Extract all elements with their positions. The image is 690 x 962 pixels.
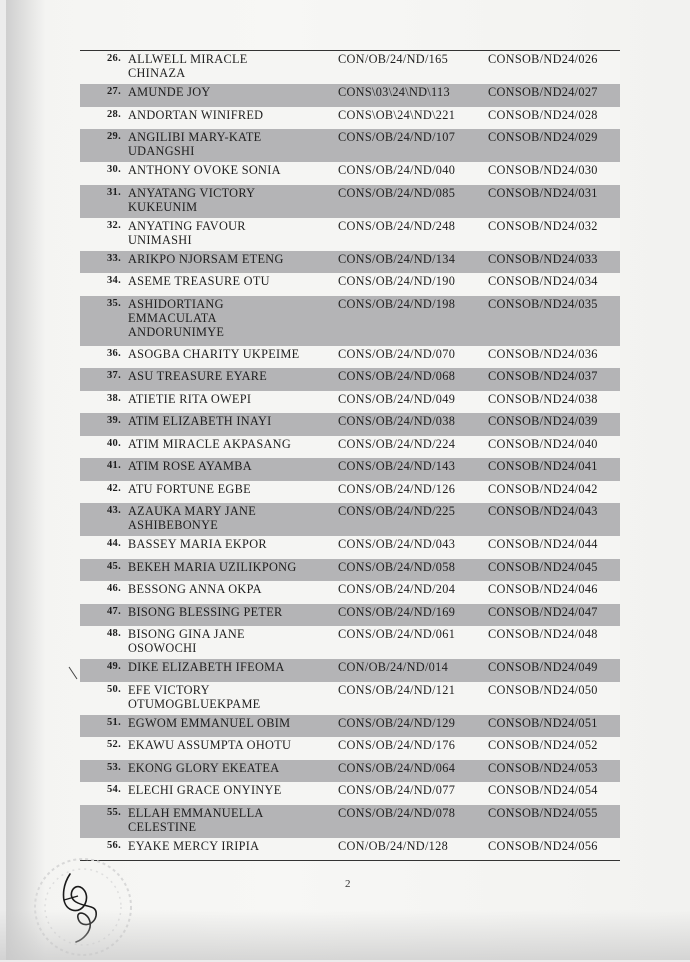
row-number: 27. [106,86,121,97]
student-name [128,805,338,834]
registration-number: CONSOB/ND24/051 [488,715,598,730]
matric-number: CONS/OB/24/ND/107 [338,130,456,144]
student-name [128,436,338,451]
row-number: 45. [106,560,121,572]
table-row [80,581,620,604]
student-name-line: ATIM MIRACLE AKPASANG [128,436,291,451]
student-name-line: AZAUKA MARY JANE [128,504,257,518]
registration-number: CONSOB/ND24/031 [488,185,598,200]
matric-number: CONS/OB/24/ND/126 [338,481,456,496]
student-name [128,458,338,473]
table-row [80,626,620,659]
matric-number: CONS/OB/24/ND/143 [338,459,456,473]
student-name [128,481,338,496]
registration-number: CONSOB/ND24/044 [488,537,598,551]
student-name [128,682,338,711]
student-name [128,715,338,730]
student-name [128,503,338,532]
registration-number: CONSOB/ND24/034 [488,274,598,288]
student-list-table [80,50,620,861]
table-row [80,218,620,251]
student-name-line: ANYATING FAVOUR [128,218,246,233]
row-number: 42. [106,482,121,494]
student-name-line: EGWOM EMMANUEL OBIM [128,715,291,730]
registration-number: CONSOB/ND24/050 [488,682,598,697]
matric-number: CONS/OB/24/ND/070 [338,346,456,361]
student-name [128,51,338,80]
student-name-line: EMMACULATA [128,310,217,325]
row-number: 30. [106,164,121,175]
table-row [80,559,620,582]
student-name-line: BISONG GINA JANE [128,627,245,641]
row-number: 46. [106,583,121,594]
student-name-line: UNIMASHI [128,232,192,247]
student-name-line: ATU FORTUNE EGBE [128,481,251,496]
row-number: 35. [106,297,121,309]
row-number: 40. [106,437,121,449]
row-number: 48. [106,628,121,639]
registration-number: CONSOB/ND24/026 [488,52,598,66]
student-name-line: BESSONG ANNA OKPA [128,582,262,596]
row-number: 55. [106,806,121,818]
registration-number: CONSOB/ND24/055 [488,805,598,820]
student-name [128,536,338,551]
row-number: 39. [106,415,121,426]
registration-number: CONSOB/ND24/041 [488,459,598,473]
student-name [128,782,338,797]
row-number: 32. [106,219,121,231]
matric-number: CONS/OB/24/ND/040 [338,163,456,177]
student-name-line: OSOWOCHI [128,641,197,655]
student-name [128,273,338,288]
matric-number: CONS/OB/24/ND/224 [338,436,456,451]
matric-number: CON/OB/24/ND/014 [338,660,449,674]
matric-number: CONS/OB/24/ND/248 [338,218,456,233]
student-name [128,659,338,674]
registration-number: CONSOB/ND24/033 [488,251,598,266]
student-name-line: EYAKE MERCY IRIPIA [128,838,260,853]
matric-number: CON/OB/24/ND/128 [338,838,449,853]
row-number: 29. [106,131,121,142]
student-name-line: BASSEY MARIA EKPOR [128,537,267,551]
student-name-line: ASHIDORTIANG [128,296,224,311]
student-name [128,626,338,655]
registration-number: CONSOB/ND24/037 [488,369,598,383]
signature-icon [52,866,112,946]
student-name-line: ATIETIE RITA OWEPI [128,391,252,406]
pen-mark-icon [68,666,78,680]
registration-number: CONSOB/ND24/035 [488,296,598,311]
matric-number: CONS/OB/24/ND/078 [338,805,456,820]
matric-number: CONS/OB/24/ND/038 [338,414,456,428]
row-number: 47. [106,605,121,617]
student-name-line: ASEME TREASURE OTU [128,274,270,288]
row-number: 53. [106,761,121,773]
page-number: 2 [345,878,351,890]
matric-number: CONS/OB/24/ND/121 [338,682,456,697]
table-row [80,503,620,536]
student-name-line: BEKEH MARIA UZILIKPONG [128,559,297,574]
registration-number: CONSOB/ND24/027 [488,85,598,99]
registration-number: CONSOB/ND24/056 [488,838,598,853]
registration-number: CONSOB/ND24/029 [488,130,598,144]
row-number: 31. [106,186,121,198]
student-name-line: ATIM ELIZABETH INAYI [128,414,272,428]
student-name [128,346,338,361]
student-name [128,604,338,619]
student-name-line: ATIM ROSE AYAMBA [128,459,252,473]
student-name [128,760,338,775]
table-row [80,659,620,682]
student-name-line: ANTHONY OVOKE SONIA [128,163,281,177]
student-name-line: EKONG GLORY EKEATEA [128,760,280,775]
student-name [128,129,338,158]
student-name-line: EKAWU ASSUMPTA OHOTU [128,738,292,752]
document-page [6,0,690,960]
registration-number: CONSOB/ND24/038 [488,391,598,406]
student-name [128,737,338,752]
matric-number: CONS/OB/24/ND/068 [338,369,456,383]
table-row [80,129,620,162]
row-number: 51. [106,716,121,728]
row-number: 49. [106,661,121,672]
matric-number: CONS/OB/24/ND/190 [338,274,456,288]
row-number: 37. [106,370,121,381]
row-number: 34. [106,275,121,286]
table-row [80,737,620,760]
matric-number: CONS/OB/24/ND/058 [338,559,456,574]
student-name-line: OTUMOGBLUEKPAME [128,696,261,711]
table-row [80,185,620,218]
row-number: 38. [106,392,121,404]
student-name-line: CELESTINE [128,819,197,834]
student-name [128,107,338,122]
table-row [80,838,620,861]
student-name-line: ELECHI GRACE ONYINYE [128,783,282,797]
matric-number: CONS/OB/24/ND/043 [338,537,456,551]
matric-number: CONS/OB/24/ND/198 [338,296,456,311]
registration-number: CONSOB/ND24/028 [488,107,598,122]
student-name-line: ASHIBEBONYE [128,518,219,532]
registration-number: CONSOB/ND24/047 [488,604,598,619]
registration-number: CONSOB/ND24/045 [488,559,598,574]
registration-number: CONSOB/ND24/046 [488,582,598,596]
row-number: 41. [106,460,121,471]
student-name-line: UDANGSHI [128,144,195,158]
student-name-line: ASOGBA CHARITY UKPEIME [128,346,300,361]
table-row [80,805,620,838]
table-row [80,436,620,459]
student-name-line: DIKE ELIZABETH IFEOMA [128,660,285,674]
table-row [80,458,620,481]
table-row [80,604,620,627]
registration-number: CONSOB/ND24/032 [488,218,598,233]
student-name-line: ANGILIBI MARY-KATE [128,130,262,144]
student-name [128,185,338,214]
student-name [128,368,338,383]
registration-number: CONSOB/ND24/048 [488,627,598,641]
row-number: 56. [106,839,121,851]
student-name-line: ANDORTAN WINIFRED [128,107,264,122]
student-name [128,296,338,339]
table-row [80,84,620,107]
row-number: 50. [106,683,121,695]
student-name-line: ALLWELL MIRACLE [128,52,248,66]
table-row [80,682,620,715]
matric-number: CONS\OB\24\ND\221 [338,107,456,122]
table-row [80,715,620,738]
matric-number: CONS/OB/24/ND/134 [338,251,456,266]
row-number: 43. [106,505,121,516]
student-name-line: KUKEUNIM [128,199,198,214]
registration-number: CONSOB/ND24/054 [488,783,598,797]
table-row [80,162,620,185]
table-row [80,368,620,391]
student-name-line: EFE VICTORY [128,682,210,697]
registration-number: CONSOB/ND24/040 [488,436,598,451]
registration-number: CONSOB/ND24/030 [488,163,598,177]
registration-number: CONSOB/ND24/053 [488,760,598,775]
registration-number: CONSOB/ND24/036 [488,346,598,361]
row-number: 52. [106,739,121,750]
matric-number: CONS/OB/24/ND/225 [338,504,456,518]
matric-number: CONS/OB/24/ND/169 [338,604,456,619]
student-name-line: BISONG BLESSING PETER [128,604,283,619]
registration-number: CONSOB/ND24/049 [488,660,598,674]
student-name [128,413,338,428]
student-name-line: ANYATANG VICTORY [128,185,256,200]
student-name [128,391,338,406]
matric-number: CONS/OB/24/ND/085 [338,185,456,200]
student-name [128,162,338,177]
table-row [80,107,620,130]
table-row [80,346,620,369]
matric-number: CONS/OB/24/ND/064 [338,760,456,775]
matric-number: CONS\03\24\ND\113 [338,85,450,99]
table-row [80,273,620,296]
student-name [128,559,338,574]
student-name [128,84,338,99]
matric-number: CONS/OB/24/ND/077 [338,783,456,797]
matric-number: CON/OB/24/ND/165 [338,52,449,66]
registration-number: CONSOB/ND24/052 [488,738,598,752]
table-row [80,296,620,346]
table-row [80,481,620,504]
student-name-line: AMUNDE JOY [128,85,211,99]
row-number: 28. [106,108,121,120]
row-number: 26. [106,53,121,64]
table-row [80,760,620,783]
registration-number: CONSOB/ND24/043 [488,504,598,518]
registration-number: CONSOB/ND24/042 [488,481,598,496]
row-number: 33. [106,252,121,264]
table-row [80,413,620,436]
student-name-line: ELLAH EMMANUELLA [128,805,264,820]
student-name [128,838,338,853]
student-name [128,251,338,266]
table-row [80,51,620,84]
page-edge-shadow [6,0,46,960]
matric-number: CONS/OB/24/ND/176 [338,738,456,752]
student-name [128,581,338,596]
registration-number: CONSOB/ND24/039 [488,414,598,428]
row-number: 54. [106,784,121,795]
table-row [80,251,620,274]
student-name-line: ANDORUNIMYE [128,324,225,339]
matric-number: CONS/OB/24/ND/129 [338,715,456,730]
table-row [80,391,620,414]
row-number: 44. [106,538,121,549]
student-name [128,218,338,247]
matric-number: CONS/OB/24/ND/061 [338,627,456,641]
matric-number: CONS/OB/24/ND/049 [338,391,456,406]
student-name-line: ARIKPO NJORSAM ETENG [128,251,284,266]
student-name-line: CHINAZA [128,66,186,80]
student-name-line: ASU TREASURE EYARE [128,369,268,383]
table-row [80,782,620,805]
table-row [80,536,620,559]
matric-number: CONS/OB/24/ND/204 [338,582,456,596]
row-number: 36. [106,347,121,359]
